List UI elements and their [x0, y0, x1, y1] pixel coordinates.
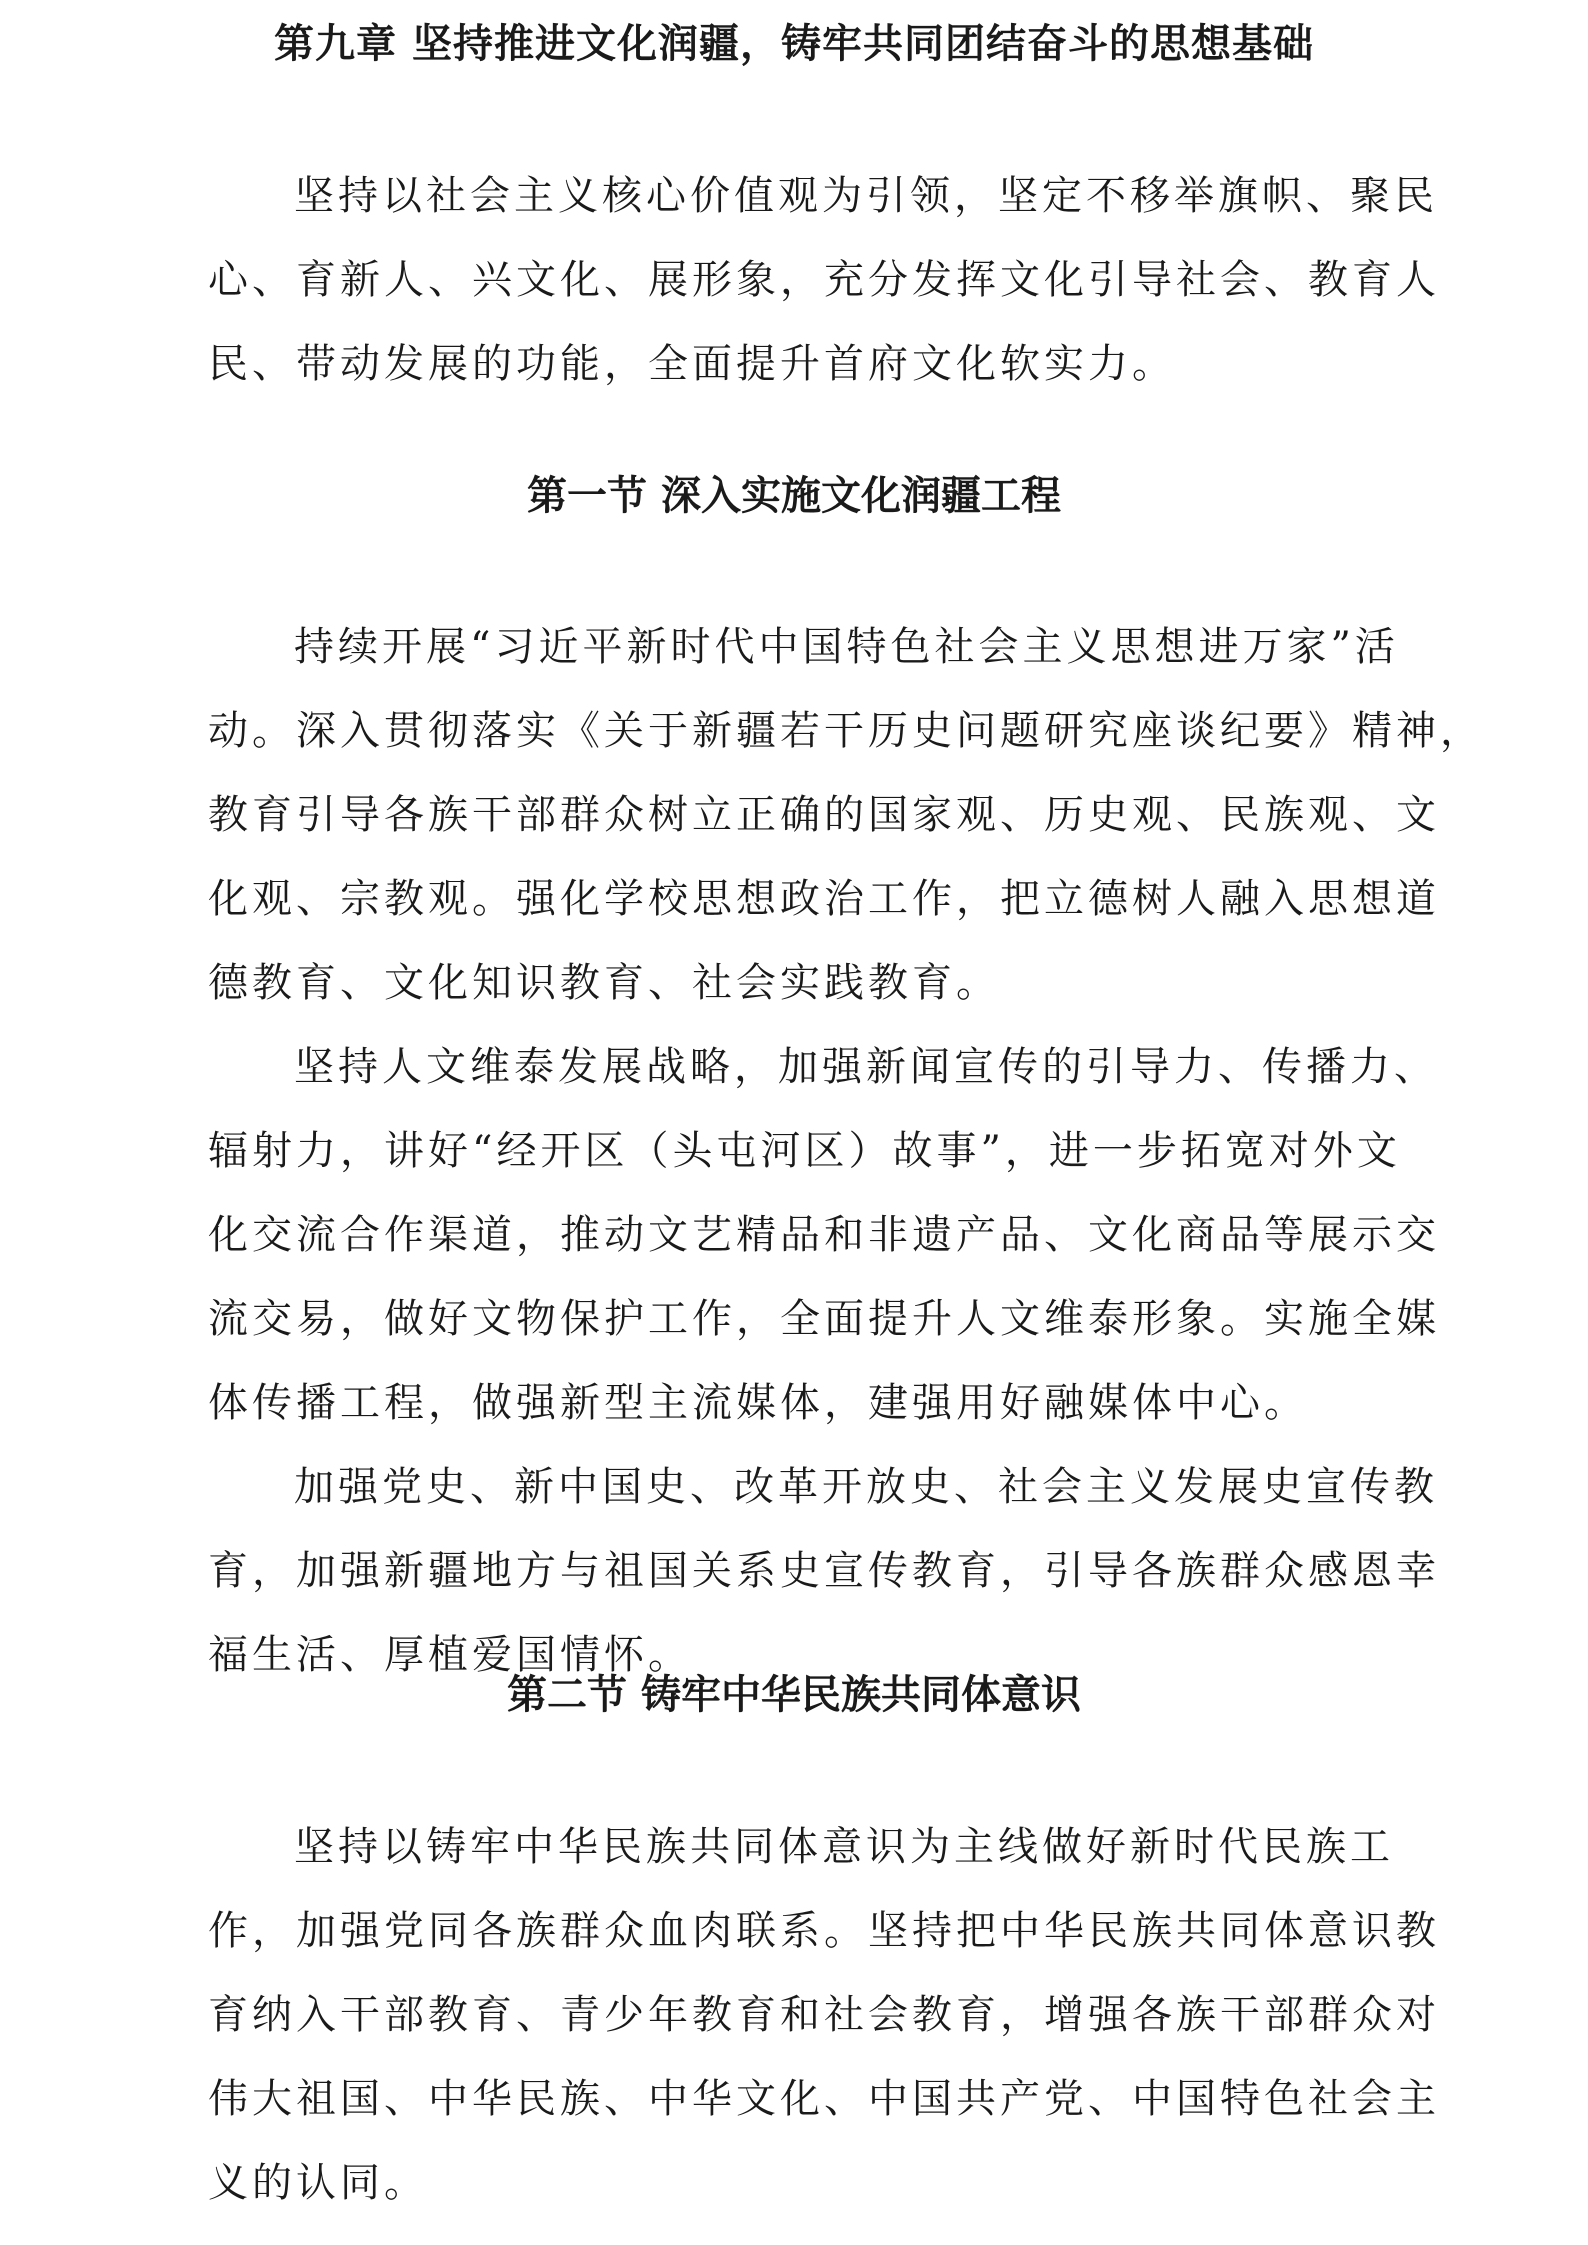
- paragraph-line: 加强党史、新中国史、改革开放史、社会主义发展史宣传教: [294, 1464, 1438, 1510]
- paragraph-line: 教育引导各族干部群众树立正确的国家观、历史观、民族观、文: [208, 792, 1440, 838]
- paragraph-line: 民、带动发展的功能，全面提升首府文化软实力。: [208, 341, 1176, 387]
- paragraph-line: 流交易，做好文物保护工作，全面提升人文维泰形象。实施全媒: [208, 1296, 1440, 1342]
- section-title-1: 第一节 深入实施文化润疆工程: [527, 473, 1061, 519]
- paragraph-line: 福生活、厚植爱国情怀。: [208, 1632, 692, 1678]
- paragraph-line: 持续开展“习近平新时代中国特色社会主义思想进万家”活: [294, 624, 1399, 670]
- paragraph-line: 义的认同。: [208, 2160, 428, 2206]
- section2-paragraph-1: [208, 1805, 1440, 2225]
- paragraph-line: 坚持人文维泰发展战略，加强新闻宣传的引导力、传播力、: [294, 1044, 1438, 1090]
- paragraph-line: 辐射力，讲好“经开区（头屯河区）故事”，进一步拓宽对外文: [208, 1128, 1401, 1174]
- paragraph-line: 德教育、文化知识教育、社会实践教育。: [208, 960, 1000, 1006]
- intro-paragraph: [208, 154, 1440, 406]
- paragraph-line: 育，加强新疆地方与祖国关系史宣传教育，引导各族群众感恩幸: [208, 1548, 1440, 1594]
- paragraph-line: 坚持以铸牢中华民族共同体意识为主线做好新时代民族工: [294, 1824, 1394, 1870]
- paragraph-line: 化交流合作渠道，推动文艺精品和非遗产品、文化商品等展示交: [208, 1212, 1440, 1258]
- section1-paragraph-1: [208, 605, 1484, 1025]
- chapter-title: 第九章 坚持推进文化润疆，铸牢共同团结奋斗的思想基础: [274, 20, 1314, 67]
- paragraph-line: 育纳入干部教育、青少年教育和社会教育，增强各族干部群众对: [208, 1992, 1440, 2038]
- section1-paragraph-2: [208, 1025, 1440, 1445]
- paragraph-line: 动。深入贯彻落实《关于新疆若干历史问题研究座谈纪要》精神，: [208, 708, 1484, 754]
- paragraph-line: 作，加强党同各族群众血肉联系。坚持把中华民族共同体意识教: [208, 1908, 1440, 1954]
- paragraph-line: 伟大祖国、中华民族、中华文化、中国共产党、中国特色社会主: [208, 2076, 1440, 2122]
- paragraph-line: 坚持以社会主义核心价值观为引领，坚定不移举旗帜、聚民: [294, 173, 1438, 219]
- section1-paragraph-3: [208, 1445, 1440, 1697]
- paragraph-line: 化观、宗教观。强化学校思想政治工作，把立德树人融入思想道: [208, 876, 1440, 922]
- paragraph-line: 心、育新人、兴文化、展形象，充分发挥文化引导社会、教育人: [208, 257, 1440, 303]
- section-title-2: 第二节 铸牢中华民族共同体意识: [507, 1672, 1081, 1718]
- paragraph-line: 体传播工程，做强新型主流媒体，建强用好融媒体中心。: [208, 1380, 1308, 1426]
